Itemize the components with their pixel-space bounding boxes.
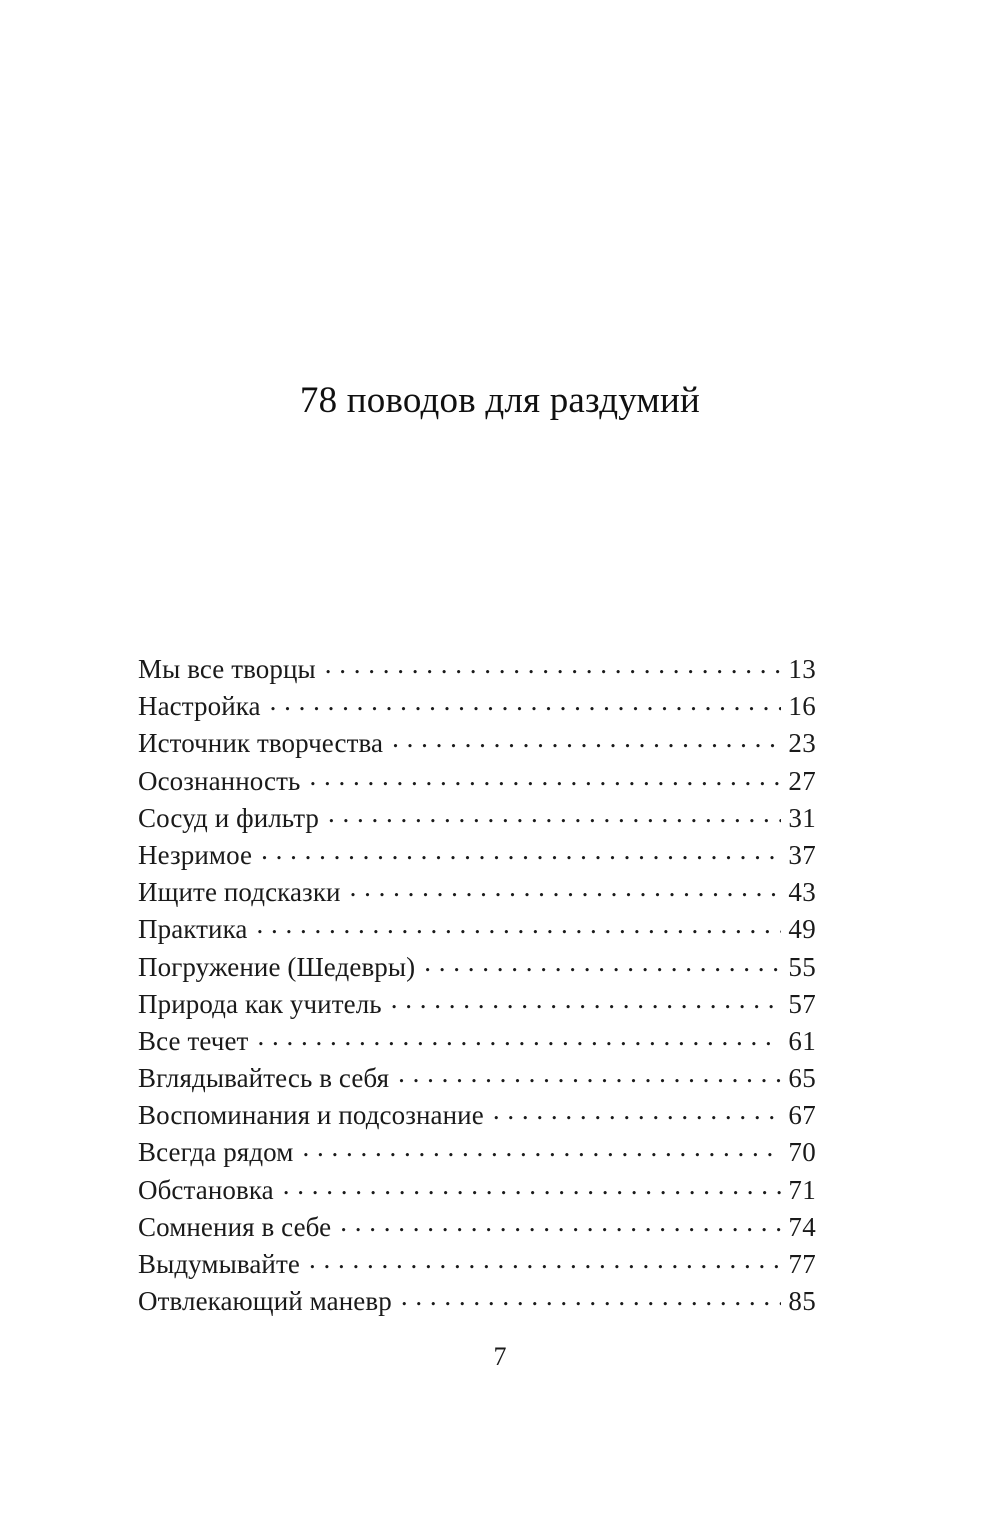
toc-entry-label: Настройка [138, 691, 261, 722]
toc-entry-label: Практика [138, 914, 248, 945]
toc-dot-leader [391, 986, 781, 1013]
toc-entry[interactable] [138, 1097, 816, 1134]
toc-entry[interactable] [138, 911, 816, 948]
toc-entry-page-number: 16 [788, 691, 816, 722]
toc-entry-label: Вглядывайтесь в себя [138, 1063, 390, 1094]
toc-entry-page-number: 13 [788, 654, 816, 684]
toc-dot-leader [328, 800, 781, 827]
toc-entry-label: Отвлекающий маневр [138, 1286, 392, 1317]
toc-entry-page-number: 61 [788, 1025, 816, 1056]
toc-entry-page-number: 49 [788, 914, 816, 945]
toc-dot-leader [398, 1060, 781, 1087]
toc-entry[interactable] [138, 1283, 816, 1320]
toc-dot-leader [257, 911, 782, 938]
toc-entry-page-number: 31 [788, 802, 816, 833]
toc-entry[interactable] [138, 874, 816, 911]
toc-entry[interactable] [138, 837, 816, 874]
toc-dot-leader [302, 1134, 781, 1161]
toc-entry-page-number: 71 [788, 1174, 816, 1205]
toc-entry-label: Выдумывайте [138, 1249, 300, 1279]
toc-entry[interactable] [138, 725, 816, 762]
toc-entry-page-number: 74 [788, 1211, 816, 1242]
toc-entry-label: Мы все творцы [138, 654, 316, 684]
toc-entry-label: Сомнения в себе [138, 1211, 332, 1242]
toc-entry[interactable] [138, 986, 816, 1023]
toc-entry[interactable] [138, 800, 816, 837]
toc-entry-label: Обстановка [138, 1174, 274, 1205]
toc-entry-page-number: 67 [788, 1100, 816, 1131]
toc-entry-label: Воспоминания и подсознание [138, 1100, 484, 1131]
toc-entry-page-number: 65 [788, 1063, 816, 1094]
toc-entry-label: Всегда рядом [138, 1137, 294, 1168]
toc-entry-page-number: 37 [788, 839, 816, 870]
toc-entry-label: Незримое [138, 839, 253, 870]
toc-entry-label: Осознанность [138, 765, 301, 796]
toc-entry[interactable] [138, 1134, 816, 1171]
toc-entry-page-number: 77 [788, 1249, 816, 1279]
toc-entry-page-number: 23 [788, 728, 816, 759]
toc-entry-page-number: 85 [788, 1286, 816, 1317]
toc-entry[interactable] [138, 688, 816, 725]
page-title: 78 поводов для раздумий [299, 380, 701, 421]
toc-entry-label: Ищите подсказки [138, 877, 341, 908]
toc-entry-label: Погружение (Шедевры) [138, 951, 416, 982]
toc-dot-leader [309, 763, 781, 790]
toc-dot-leader [350, 874, 781, 901]
toc-entry[interactable] [138, 763, 816, 800]
toc-dot-leader [270, 688, 781, 715]
toc-dot-leader [392, 725, 781, 752]
toc-entry[interactable] [138, 1172, 816, 1209]
toc-entry-label: Все течет [138, 1025, 249, 1056]
toc-dot-leader [424, 949, 781, 976]
toc-entry-label: Природа как учитель [138, 988, 382, 1019]
table-of-contents [138, 651, 816, 1320]
toc-dot-leader [340, 1209, 781, 1236]
toc-entry[interactable] [138, 1209, 816, 1246]
toc-entry-page-number: 55 [788, 951, 816, 982]
toc-entry[interactable] [138, 949, 816, 986]
toc-entry-label: Сосуд и фильтр [138, 802, 320, 833]
toc-entry-page-number: 27 [788, 765, 816, 796]
toc-dot-leader [261, 837, 781, 864]
toc-entry[interactable] [138, 1060, 816, 1097]
toc-dot-leader [283, 1172, 781, 1199]
toc-dot-leader [401, 1283, 781, 1310]
toc-dot-leader [257, 1023, 781, 1050]
toc-entry[interactable] [138, 1246, 816, 1283]
toc-dot-leader [493, 1097, 781, 1124]
toc-entry-page-number: 57 [788, 988, 816, 1019]
toc-entry-page-number: 43 [788, 877, 816, 908]
toc-dot-leader [309, 1246, 781, 1273]
toc-entry-label: Источник творчества [138, 728, 384, 759]
page-folio-number: 7 [493, 1342, 507, 1371]
toc-dot-leader [325, 651, 781, 678]
toc-entry[interactable] [138, 1023, 816, 1060]
toc-entry-page-number: 70 [788, 1137, 816, 1168]
toc-entry[interactable] [138, 651, 816, 688]
